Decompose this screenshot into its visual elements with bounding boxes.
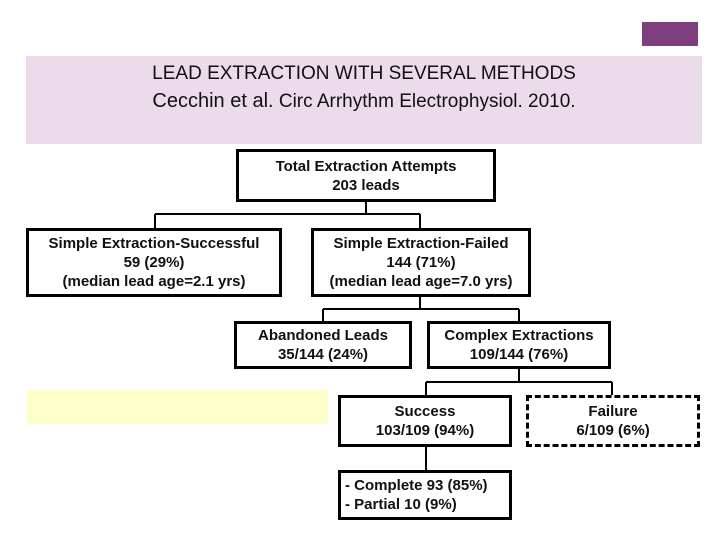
box-simple-failed-title: Simple Extraction-Failed	[333, 235, 509, 252]
box-success-count: 103/109 (94%)	[375, 422, 475, 439]
box-abandoned-leads	[234, 321, 412, 369]
breakdown-complete: - Complete 93 (85%)	[345, 477, 488, 494]
box-success-title: Success	[394, 403, 456, 420]
box-abandoned-count: 35/144 (24%)	[277, 346, 369, 363]
box-simple-success-count: 59 (29%)	[123, 254, 185, 271]
breakdown-partial: - Partial 10 (9%)	[345, 496, 457, 513]
box-simple-failed-count: 144 (71%)	[386, 254, 456, 271]
citation-journal: Circ Arrhythm Electrophysiol. 2010.	[273, 91, 576, 112]
box-failure-count: 6/109 (6%)	[576, 422, 650, 439]
box-abandoned-title: Abandoned Leads	[257, 327, 388, 344]
box-complex-count: 109/144 (76%)	[469, 346, 569, 363]
box-simple-success-age: (median lead age=2.1 yrs)	[62, 273, 246, 290]
box-simple-success-title: Simple Extraction-Successful	[48, 235, 260, 252]
box-simple-success	[26, 228, 282, 297]
box-success	[338, 395, 512, 447]
box-total-title: Total Extraction Attempts	[275, 157, 457, 175]
box-failure-title: Failure	[588, 403, 638, 420]
citation-authors: Cecchin et al.	[152, 90, 274, 112]
box-success-breakdown	[338, 470, 512, 520]
box-complex-title: Complex Extractions	[444, 327, 594, 344]
box-total-count: 203 leads	[332, 176, 400, 194]
box-complex-extractions	[427, 321, 611, 369]
box-failure	[526, 395, 700, 447]
box-simple-failed	[311, 228, 531, 297]
slide-title: LEAD EXTRACTION WITH SEVERAL METHODS	[152, 63, 576, 84]
box-simple-failed-age: (median lead age=7.0 yrs)	[329, 273, 513, 290]
box-total-attempts	[236, 149, 496, 202]
